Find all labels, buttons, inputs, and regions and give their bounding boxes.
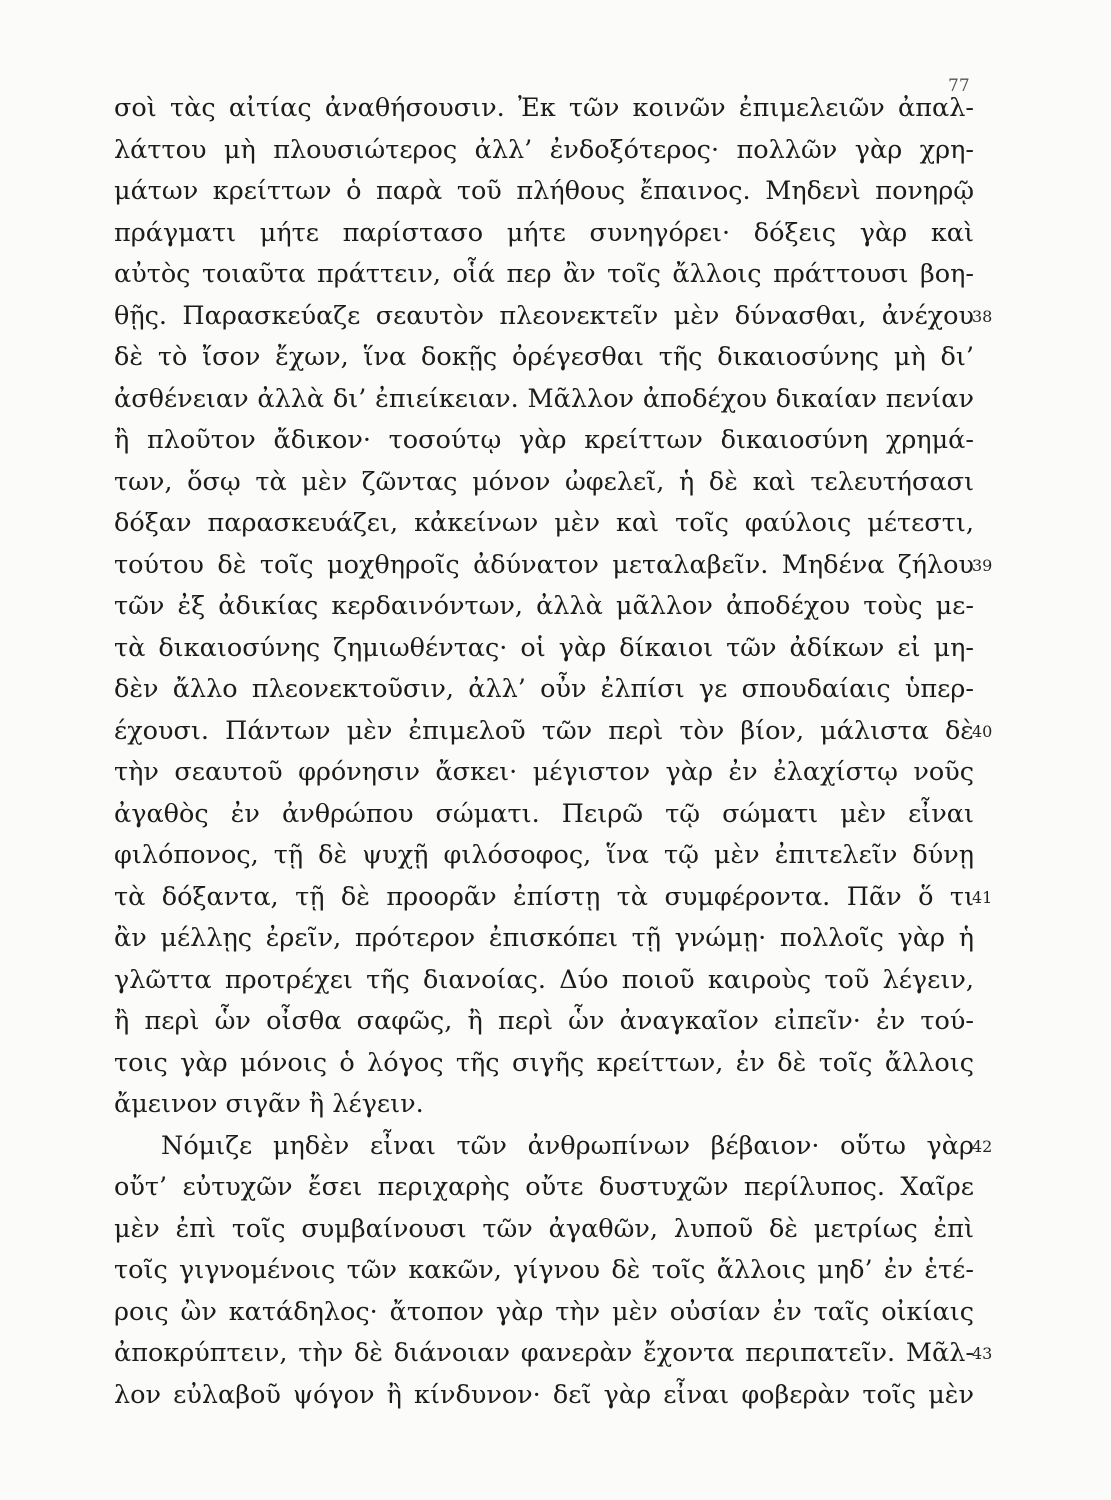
line-text: τὰ δόξαντα, τῇ δὲ προορᾶν ἐπίστῃ τὰ συμφέροντα. Πᾶν ὅ τι	[114, 881, 974, 912]
text-line	[114, 296, 993, 338]
text-line	[114, 877, 993, 919]
line-text: τὰ δικαιοσύνης ζημιωθέντας· οἱ γὰρ δίκαιοι τῶν ἀδίκων εἰ μη-	[114, 632, 974, 663]
text-line	[114, 1043, 974, 1085]
text-line	[114, 752, 974, 794]
line-text: ἄμεινον σιγᾶν ἢ λέγειν.	[114, 1089, 424, 1119]
text-line	[114, 1250, 974, 1292]
line-text: γλῶττα προτρέχει τῆς διανοίας. Δύο ποιοῦ καιροὺς τοῦ λέγειν,	[114, 964, 974, 995]
line-text: αὐτὸς τοιαῦτα πράττειν, οἷά περ ἂν τοῖς ἄλλοις πράττουσι βοη-	[114, 259, 974, 289]
text-line	[114, 503, 974, 545]
section-number: 38	[972, 306, 993, 326]
line-text: τὴν σεαυτοῦ φρόνησιν ἄσκει· μέγιστον γὰρ ἐν ἐλαχίστῳ νοῦς	[114, 757, 974, 787]
section-number: 39	[972, 555, 993, 575]
section-number: 42	[972, 1136, 993, 1156]
text-line	[114, 628, 974, 670]
line-text: τοῖς γιγνομένοις τῶν κακῶν, γίγνου δὲ τοῖς ἄλλοις μηδ’ ἐν ἑτέ-	[114, 1255, 974, 1285]
section-number: 40	[972, 721, 993, 741]
line-text: μὲν ἐπὶ τοῖς συμβαίνουσι τῶν ἀγαθῶν, λυποῦ δὲ μετρίως ἐπὶ	[114, 1213, 974, 1244]
text-line	[114, 586, 974, 628]
line-text: ἢ περὶ ὧν οἶσθα σαφῶς, ἢ περὶ ὧν ἀναγκαῖον εἰπεῖν· ἐν τού-	[114, 1006, 974, 1036]
page-number: 77	[948, 76, 970, 96]
text-line	[114, 545, 993, 587]
text-line	[114, 1084, 974, 1126]
line-text: δόξαν παρασκευάζει, κἀκείνων μὲν καὶ τοῖς φαύλοις μέτεστι,	[114, 508, 974, 538]
text-line	[114, 88, 974, 130]
line-text: ἀσθένειαν ἀλλὰ δι’ ἐπιείκειαν. Μᾶλλον ἀποδέχου δικαίαν πενίαν	[114, 383, 974, 414]
text-line	[114, 711, 993, 753]
line-text: πράγματι μήτε παρίστασο μήτε συνηγόρει· δόξεις γὰρ καὶ	[114, 217, 974, 248]
text-line	[114, 171, 974, 213]
line-text: σοὶ τὰς αἰτίας ἀναθήσουσιν. Ἐκ τῶν κοινῶν ἐπιμελειῶν ἀπαλ-	[114, 93, 974, 123]
text-line	[114, 960, 974, 1002]
line-text: τῶν ἐξ ἀδικίας κερδαινόντων, ἀλλὰ μᾶλλον ἀποδέχου τοὺς με-	[114, 591, 974, 621]
line-text: οὔτ’ εὐτυχῶν ἔσει περιχαρὴς οὔτε δυστυχῶν περίλυπος. Χαῖρε	[114, 1172, 974, 1202]
line-text: ἢ πλοῦτον ἄδικον· τοσούτῳ γὰρ κρείττων δικαιοσύνη χρημά-	[114, 425, 974, 455]
text-line	[114, 1167, 974, 1209]
text-line	[114, 1126, 993, 1168]
text-line	[114, 1292, 974, 1334]
text-body	[114, 88, 993, 1416]
line-text: Νόμιζε μηδὲν εἶναι τῶν ἀνθρωπίνων βέβαιον· οὕτω γὰρ	[161, 1130, 974, 1161]
text-line	[114, 462, 974, 504]
line-text: ἀποκρύπτειν, τὴν δὲ διάνοιαν φανερὰν ἔχοντα περιπατεῖν. Μᾶλ-	[114, 1338, 974, 1368]
line-text: λον εὐλαβοῦ ψόγον ἢ κίνδυνον· δεῖ γὰρ εἶναι φοβερὰν τοῖς μὲν	[114, 1379, 974, 1410]
line-text: ἀγαθὸς ἐν ἀνθρώπου σώματι. Πειρῶ τῷ σώματι μὲν εἶναι	[114, 798, 974, 829]
text-line	[114, 918, 974, 960]
text-line	[114, 337, 974, 379]
text-line	[114, 1001, 974, 1043]
line-text: τούτου δὲ τοῖς μοχθηροῖς ἀδύνατον μεταλαβεῖν. Μηδένα ζήλου	[114, 549, 974, 580]
line-text: τοις γὰρ μόνοις ὁ λόγος τῆς σιγῆς κρείττων, ἐν δὲ τοῖς ἄλλοις	[114, 1047, 974, 1078]
text-line	[114, 1333, 993, 1375]
line-text: δὲν ἄλλο πλεονεκτοῦσιν, ἀλλ’ οὖν ἐλπίσι γε σπουδαίαις ὑπερ-	[114, 674, 974, 704]
text-line	[114, 379, 974, 421]
text-line	[114, 1375, 974, 1417]
text-line	[114, 254, 974, 296]
line-text: ροις ὢν κατάδηλος· ἄτοπον γὰρ τὴν μὲν οὐσίαν ἐν ταῖς οἰκίαις	[114, 1296, 974, 1327]
line-text: των, ὅσῳ τὰ μὲν ζῶντας μόνον ὠφελεῖ, ἡ δὲ καὶ τελευτήσασι	[114, 466, 974, 497]
section-number: 41	[972, 887, 993, 907]
text-line	[114, 420, 974, 462]
line-text: έχουσι. Πάντων μὲν ἐπιμελοῦ τῶν περὶ τὸν βίον, μάλιστα δὲ	[114, 715, 974, 746]
text-line	[114, 835, 974, 877]
line-text: φιλόπονος, τῇ δὲ ψυχῇ φιλόσοφος, ἵνα τῷ μὲν ἐπιτελεῖν δύνῃ	[114, 840, 974, 870]
line-text: ἂν μέλλῃς ἐρεῖν, πρότερον ἐπισκόπει τῇ γνώμῃ· πολλοῖς γὰρ ἡ	[114, 923, 974, 953]
text-line	[114, 213, 974, 255]
text-line	[114, 1209, 974, 1251]
line-text: μάτων κρείττων ὁ παρὰ τοῦ πλήθους ἔπαινος. Μηδενὶ πονηρῷ	[114, 176, 974, 206]
text-line	[114, 130, 974, 172]
section-number: 43	[972, 1344, 993, 1363]
text-line	[114, 669, 974, 711]
line-text: θῇς. Παρασκεύαζε σεαυτὸν πλεονεκτεῖν μὲν δύνασθαι, ἀνέχου	[114, 300, 974, 331]
text-line	[114, 794, 974, 836]
line-text: δὲ τὸ ἴσον ἔχων, ἵνα δοκῇς ὀρέγεσθαι τῆς δικαιοσύνης μὴ δι’	[114, 342, 974, 372]
line-text: λάττου μὴ πλουσιώτερος ἀλλ’ ἐνδοξότερος· πολλῶν γὰρ χρη-	[114, 134, 974, 165]
